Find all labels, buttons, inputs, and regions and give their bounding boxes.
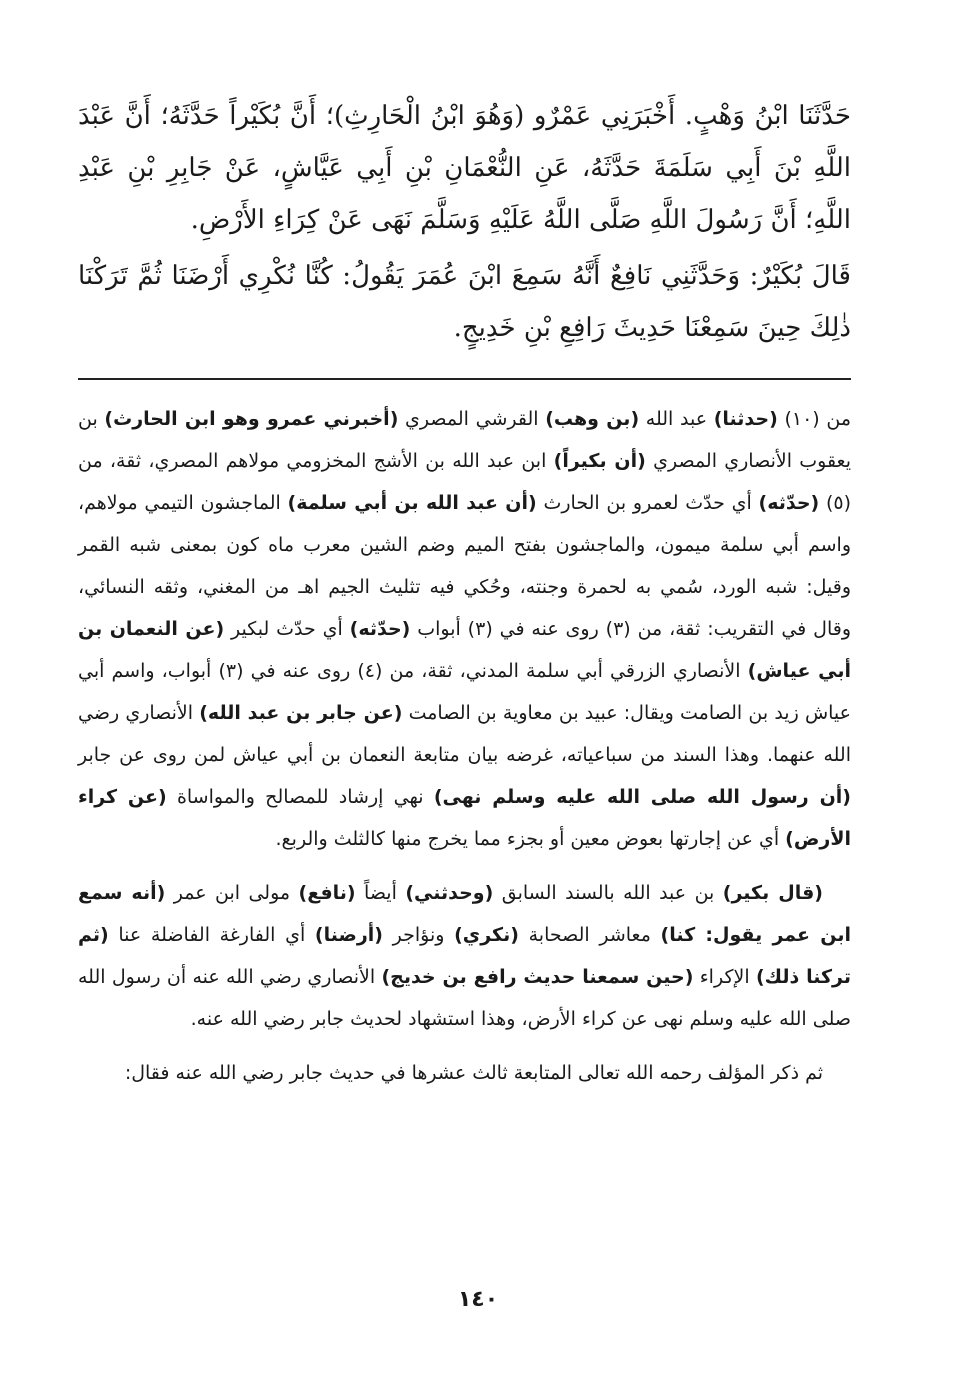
quoted-text: (نافع) (298, 882, 356, 904)
text-segment: أي الفارغة الفاضلة عنا (108, 924, 315, 946)
text-segment: ونؤاجر (383, 924, 455, 946)
quoted-text: (قال بكير) (722, 882, 823, 904)
hadith-text-1: حَدَّثَنَا ابْنُ وَهْبٍ. أَخْبَرَنِي عَمْرٌو (وَهُوَ ابْنُ الْحَارِثِ)؛ أَنَّ بُكَيْراً حَدَّثَهُ؛ أَنَّ عَبْدَ اللَّهِ بْنَ أَبِي سَلَمَةَ حَدَّثَهُ، عَنِ النُّعْمَانِ بْنِ أَبِي عَيَّاشٍ، عَنْ جَابِرِ بْنِ عَبْدِ اللَّهِ؛ أَنَّ رَسُولَ اللَّهِ صَلَّى اللَّهُ عَلَيْهِ وَسَلَّمَ نَهَى عَنْ كِرَاءِ الأَرْضِ. (78, 101, 851, 235)
quoted-text: (أن بكيراً) (553, 450, 646, 472)
text-segment: القرشي المصري (398, 408, 546, 430)
text-segment: أي حدّث لبكير (224, 618, 350, 640)
quoted-text: (حدثنا) (713, 408, 778, 430)
quoted-text: (حدّثه) (758, 492, 820, 514)
quoted-text: (بن وهب) (545, 408, 640, 430)
text-segment: أي عن إجارتها بعوض معين أو بجزء مما يخرج منها كالثلث والربع. (275, 828, 786, 850)
footnote-divider (78, 378, 851, 380)
text-segment: الأنصاري الزرقي أبي سلمة المدني، ثقة، من (٤) روى عنه في (٣) أبواب، واسم أبي عياش زيد بن الصامت ويقال: عبيد بن معاوية بن الصامت (78, 660, 851, 724)
text-segment: مولى ابن عمر (165, 882, 299, 904)
text-segment: الأنصاري رضي الله عنه أن رسول الله صلى الله عليه وسلم نهى عن كراء الأرض، وهذا استشهاد لحديث جابر رضي الله عنه. (78, 966, 851, 1030)
text-segment: أي حدّث لعمرو بن الحارث (536, 492, 759, 514)
text-segment: ابن عبد الله بن الأشج المخزومي مولاهم المصري، ثقة، من (٥) (78, 450, 852, 514)
commentary-paragraph-3: ثم ذكر المؤلف رحمه الله تعالى المتابعة ثالث عشرها في حديث جابر رضي الله عنه فقال: (124, 1062, 823, 1084)
commentary-paragraph-1 (78, 398, 851, 860)
quoted-text: (أرضنا) (314, 924, 383, 946)
text-segment: بن يعقوب الأنصاري المصري (78, 408, 852, 472)
text-segment: معاشر الصحابة (518, 924, 661, 946)
page-content (78, 90, 851, 1094)
text-segment: الأنصاري رضي الله عنهما. وهذا السند من سباعياته، غرضه بيان متابعة النعمان بن أبي عياش لمن روى عن جابر (78, 702, 851, 766)
quoted-text: (أن رسول الله صلى الله عليه وسلم نهى) (433, 786, 851, 808)
quoted-text: (حين سمعنا حديث رافع بن خديج) (381, 966, 694, 988)
quoted-text: (نكري) (454, 924, 519, 946)
quoted-text: (وحدثني) (405, 882, 494, 904)
text-segment: بن عبد الله بالسند السابق (493, 882, 723, 904)
text-segment: من (١٠) (777, 408, 851, 430)
quoted-text: (عن النعمان بن أبي عياش) (78, 618, 851, 682)
text-segment: نهي إرشاد للمصالح والمواساة (166, 786, 434, 808)
quoted-text: (ثم تركنا ذلك) (78, 924, 851, 988)
text-segment: الإكراء (693, 966, 756, 988)
quoted-text: (أخبرني عمرو وهو ابن الحارث) (104, 408, 399, 430)
text-segment: الماجشون التيمي مولاهم، واسم أبي سلمة ميمون، والماجشون بفتح الميم وضم الشين معرب ماه كون بمعنى شبه القمر وقيل: شبه الورد، سُمي به لحمرة وجنته، وحُكي فيه تثليث الجيم اهـ من المغني، وثقه النسائي، وقال في التقريب: ثقة، من (٣) روى عنه في (٣) أبواب (78, 492, 851, 640)
text-segment: أيضاً (355, 882, 406, 904)
text-segment: عبد الله (639, 408, 714, 430)
quoted-text: (عن كراء الأرض) (78, 786, 851, 850)
quoted-text: (أن عبد الله بن أبي سلمة) (287, 492, 537, 514)
hadith-text-2: قَالَ بُكَيْرٌ: وَحَدَّثَنِي نَافِعٌ أَنَّهُ سَمِعَ ابْنَ عُمَرَ يَقُولُ: كُنَّا نُكْرِي أَرْضَنَا ثُمَّ تَرَكْنَا ذٰلِكَ حِينَ سَمِعْنَا حَدِيثَ رَافِعِ بْنِ خَدِيجٍ. (78, 261, 851, 343)
quoted-text: (عن جابر بن عبد الله) (199, 702, 403, 724)
quoted-text: (حدّثه) (349, 618, 411, 640)
page-number: ١٤٠ (457, 1287, 499, 1312)
commentary-paragraph-2 (78, 872, 851, 1040)
quoted-text: (أنه سمع ابن عمر يقول: كنا) (78, 882, 851, 946)
